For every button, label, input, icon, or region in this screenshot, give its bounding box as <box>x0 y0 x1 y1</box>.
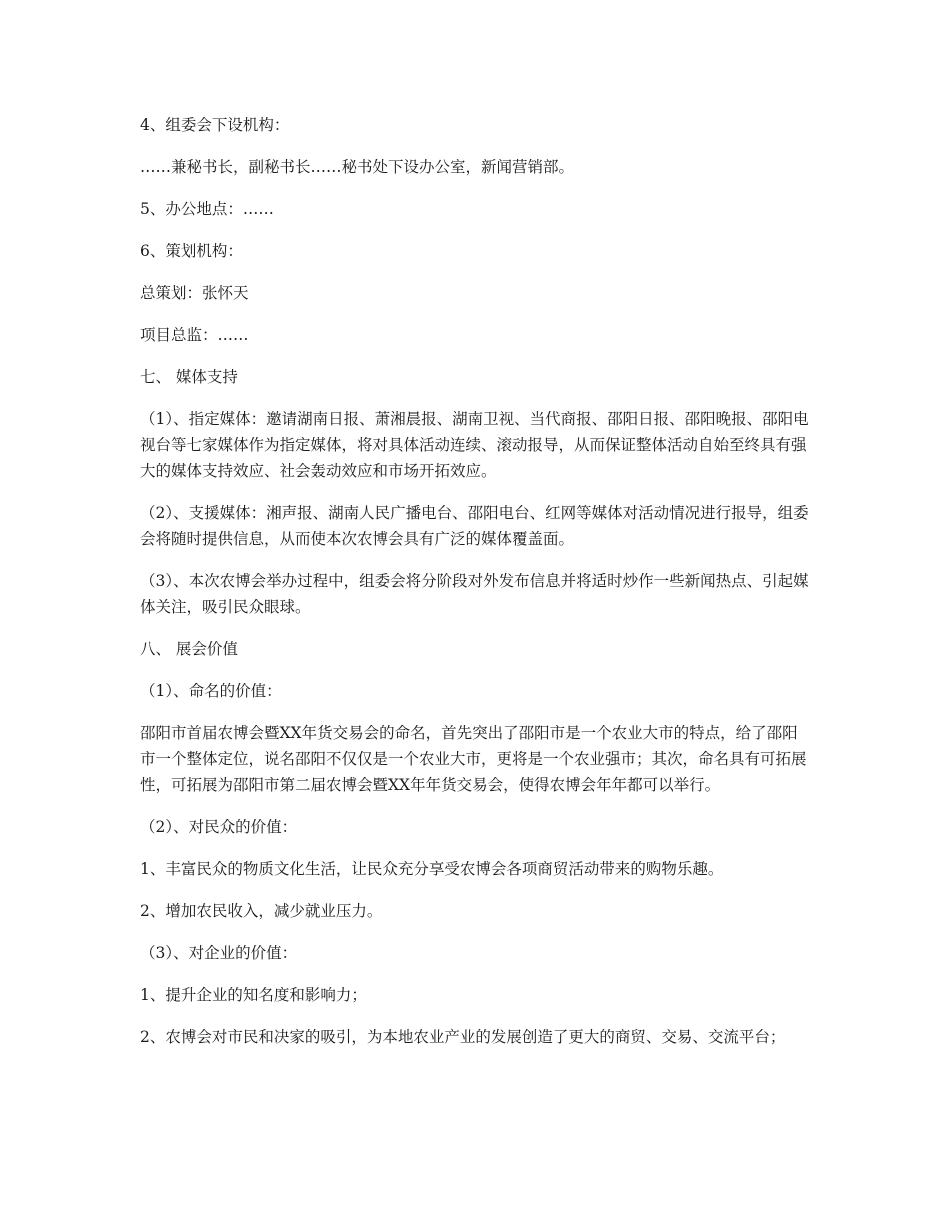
paragraph: 2、增加农民收入，减少就业压力。 <box>140 902 383 920</box>
paragraph: 总策划：张怀天 <box>140 284 249 302</box>
paragraph: 2、农博会对市民和决家的吸引，为本地农业产业的发展创造了更大的商贸、交易、交流平台； <box>140 1028 786 1046</box>
section-heading: 七、 媒体支持 <box>140 368 238 386</box>
section-heading: 八、 展会价值 <box>140 640 238 658</box>
paragraph: （1）、指定媒体：邀请湖南日报、萧湘晨报、湖南卫视、当代商报、邵阳日报、邵阳晚报、邵阳电视台等七家媒体作为指定媒体，将对具体活动连续、滚动报导，从而保证整体活动自始至终具有强大的媒体支持效应、社会轰动效应和市场开拓效应。 <box>140 410 809 480</box>
paragraph: （3）、对企业的价值： <box>140 944 298 962</box>
paragraph: （1）、命名的价值： <box>140 682 282 700</box>
paragraph: 6、策划机构： <box>140 242 243 260</box>
paragraph: ……兼秘书长，副秘书长……秘书处下设办公室，新闻营销部。 <box>140 158 575 176</box>
paragraph: （3）、本次农博会举办过程中，组委会将分阶段对外发布信息并将适时炒作一些新闻热点、引起媒体关注，吸引民众眼球。 <box>140 572 809 616</box>
paragraph: （2）、对民众的价值： <box>140 818 298 836</box>
paragraph: 邵阳市首届农博会暨XX年货交易会的命名，首先突出了邵阳市是一个农业大市的特点，给了邵阳市一个整体定位，说名邵阳不仅仅是一个农业大市，更将是一个农业强市；其次，命名具有可拓展性，可拓展为邵阳市第二届农博会暨XX年年货交易会，使得农博会年年都可以举行。 <box>140 724 807 794</box>
paragraph: 4、组委会下设机构： <box>140 116 290 134</box>
paragraph: （2）、支援媒体：湘声报、湖南人民广播电台、邵阳电台、红网等媒体对活动情况进行报导，组委会将随时提供信息，从而使本次农博会具有广泛的媒体覆盖面。 <box>140 504 809 548</box>
paragraph: 1、提升企业的知名度和影响力； <box>140 986 367 1004</box>
document-body <box>140 112 812 1066</box>
paragraph: 项目总监：…… <box>140 326 249 344</box>
paragraph: 1、丰富民众的物质文化生活，让民众充分享受农博会各项商贸活动带来的购物乐趣。 <box>140 860 724 878</box>
paragraph: 5、办公地点：…… <box>140 200 274 218</box>
